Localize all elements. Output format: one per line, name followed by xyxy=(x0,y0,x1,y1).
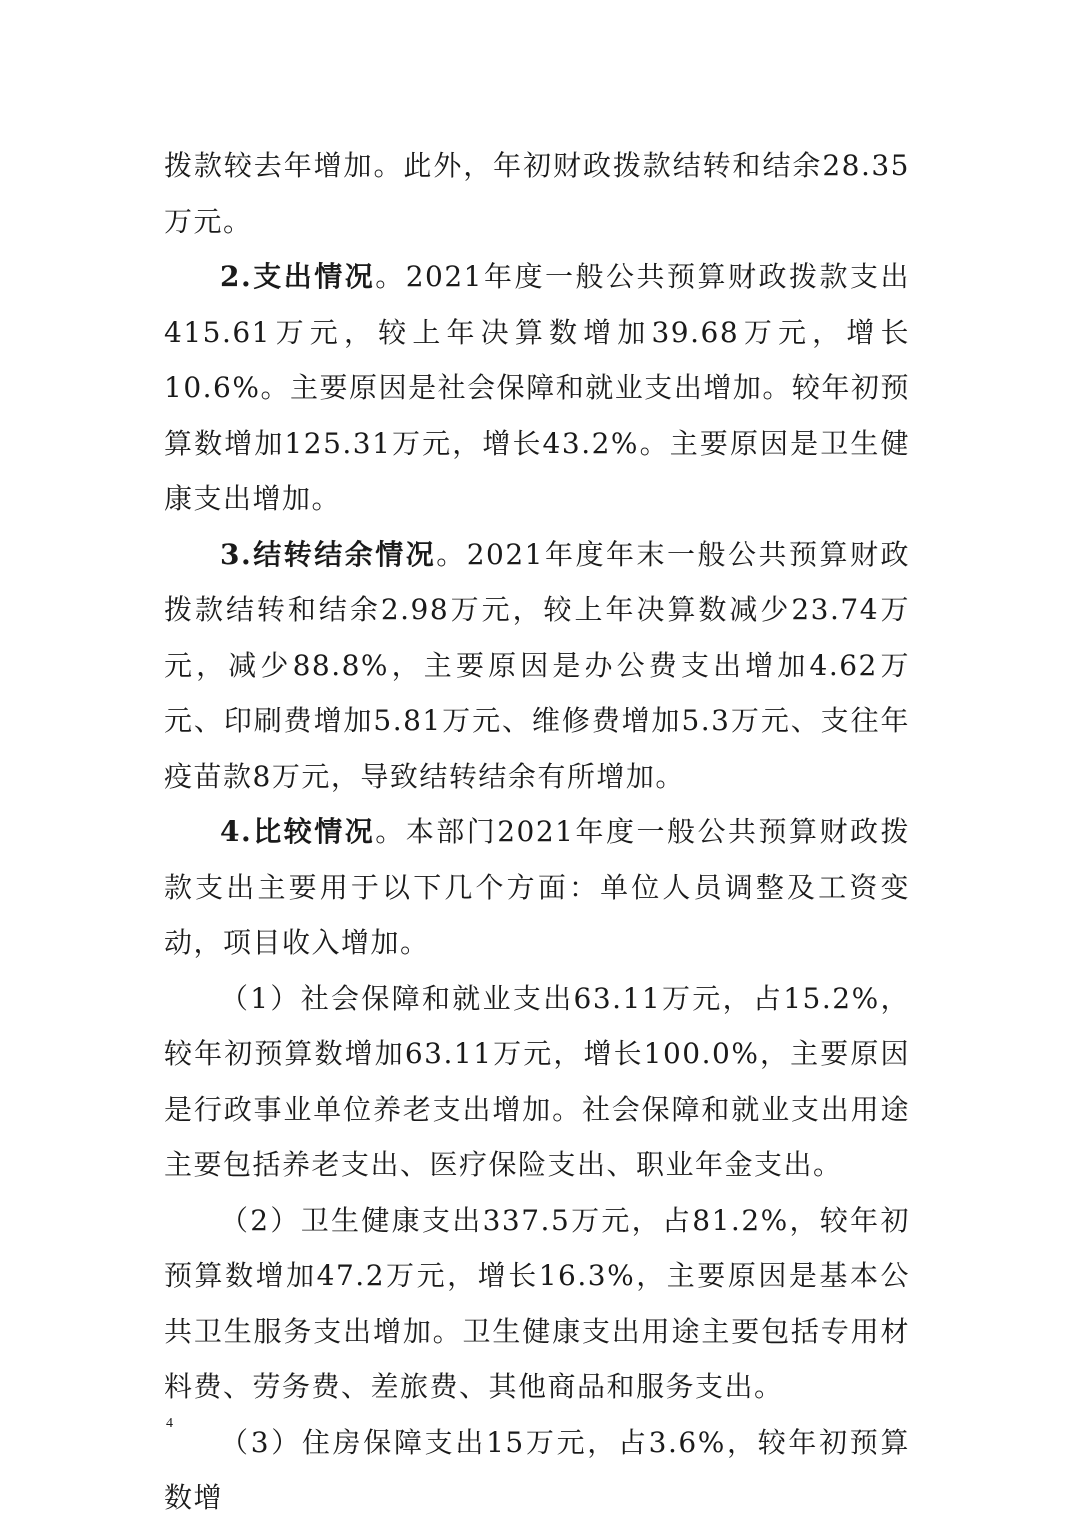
paragraph-social-security xyxy=(164,971,910,1193)
body-text xyxy=(164,138,910,1526)
paragraph-text: （3）住房保障支出15万元，占3.6%，较年初预算数增 xyxy=(164,1425,910,1514)
paragraph-text: 。2021年度一般公共预算财政拨款支出415.61万元，较上年决算数增加39.68万元，增长10.6%。主要原因是社会保障和就业支出增加。较年初预算数增加125.31万元，增长43.2%。主要原因是卫生健康支出增加。 xyxy=(164,260,910,515)
paragraph-text: 。本部门2021年度一般公共预算财政拨款支出主要用于以下几个方面：单位人员调整及工资变动，项目收入增加。 xyxy=(164,815,910,959)
section-heading: 3.结转结余情况 xyxy=(220,537,437,571)
paragraph-carryover-balance xyxy=(164,527,910,805)
page-number: 4 xyxy=(166,1416,173,1431)
paragraph-text: （1）社会保障和就业支出63.11万元，占15.2%，较年初预算数增加63.11万元，增长100.0%，主要原因是行政事业单位养老支出增加。社会保障和就业支出用途主要包括养老支出、医疗保险支出、职业年金支出。 xyxy=(164,981,910,1181)
paragraph-appropriation-carryover xyxy=(164,138,910,249)
section-heading: 4.比较情况 xyxy=(220,815,376,848)
paragraph-housing xyxy=(164,1415,910,1526)
paragraph-comparison xyxy=(164,804,910,971)
section-heading: 2.支出情况 xyxy=(220,260,376,293)
paragraph-text: （2）卫生健康支出337.5万元，占81.2%，较年初预算数增加47.2万元，增长16.3%，主要原因是基本公共卫生服务支出增加。卫生健康支出用途主要包括专用材料费、劳务费、差旅费、其他商品和服务支出。 xyxy=(164,1203,910,1403)
paragraph-expenditure xyxy=(164,249,910,527)
paragraph-health xyxy=(164,1193,910,1415)
paragraph-text: 拨款较去年增加。此外，年初财政拨款结转和结余28.35万元。 xyxy=(164,149,910,238)
paragraph-text: 。2021年度年末一般公共预算财政拨款结转和结余2.98万元，较上年决算数减少23.74万元，减少88.8%，主要原因是办公费支出增加4.62万元、印刷费增加5.81万元、维修费增加5.3万元、支往年疫苗款8万元，导致结转结余有所增加。 xyxy=(164,537,910,793)
